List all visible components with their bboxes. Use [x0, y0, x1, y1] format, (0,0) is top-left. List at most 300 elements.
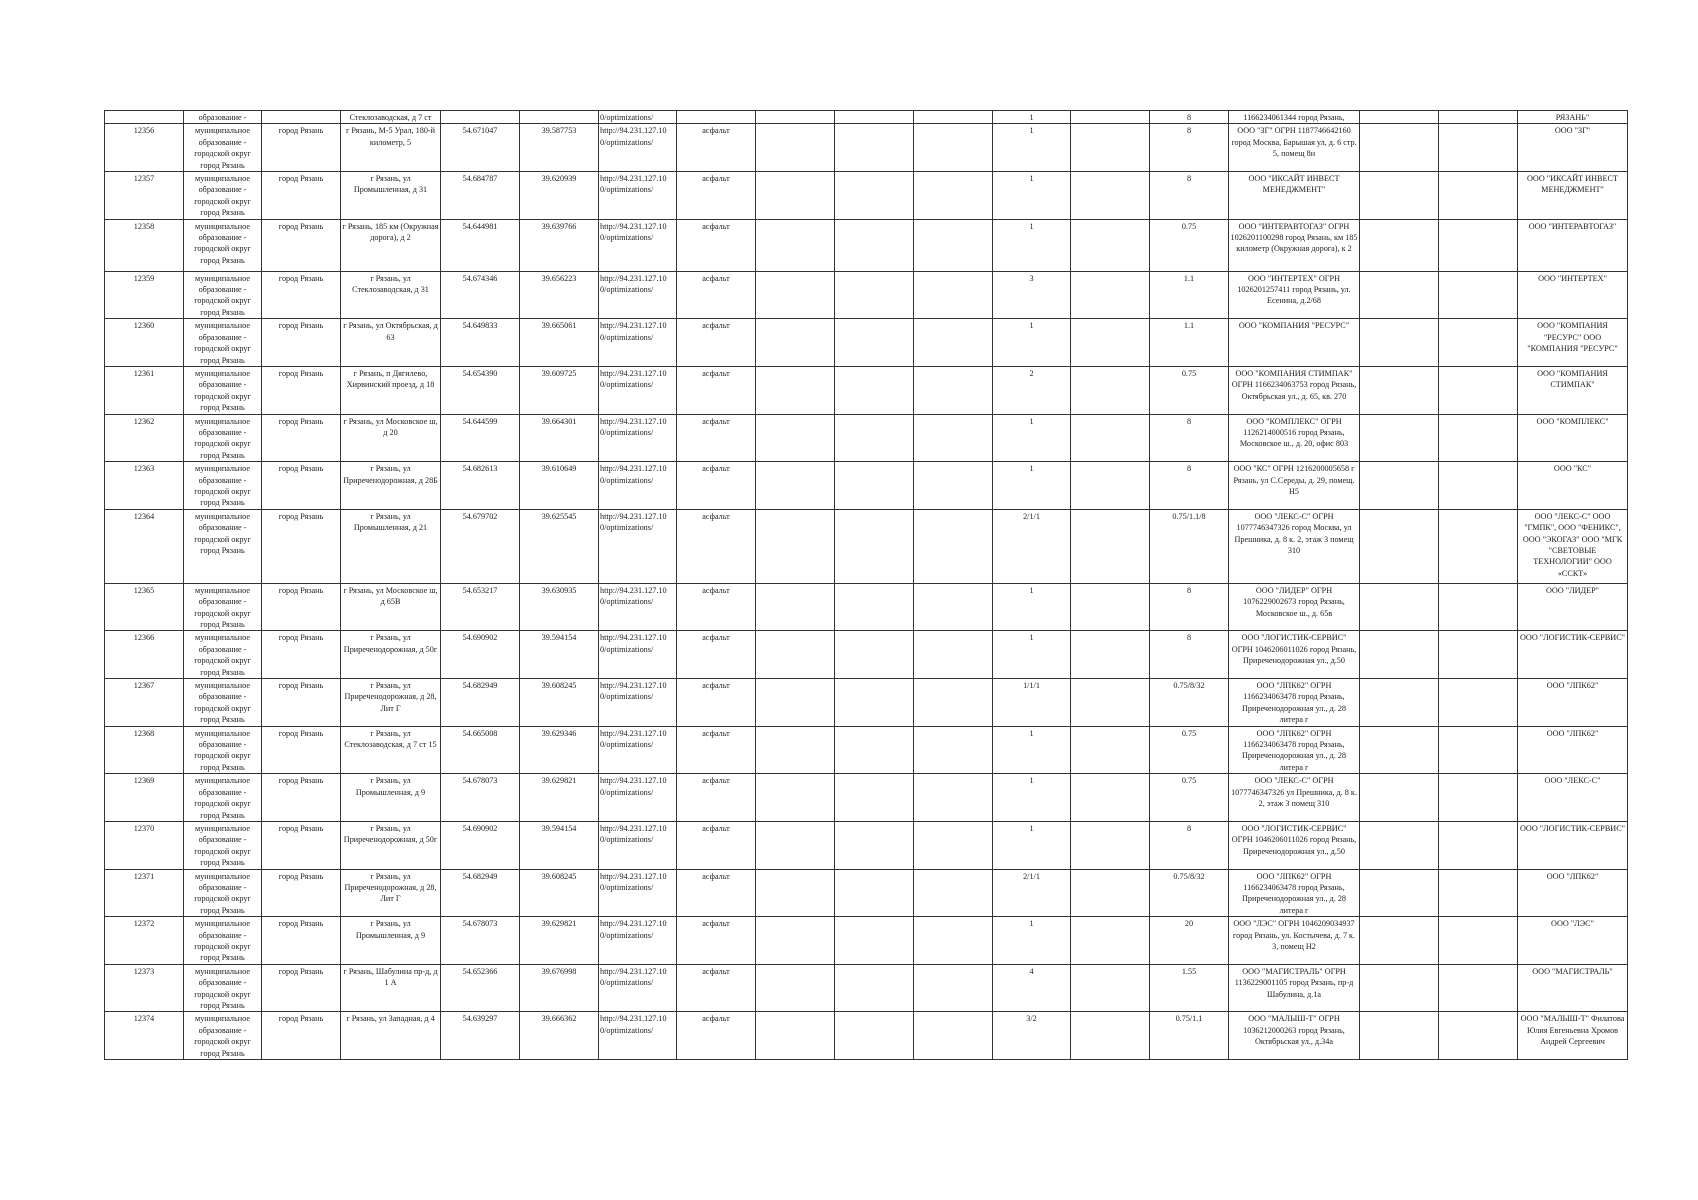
empty-cell: [756, 679, 835, 727]
empty-cell: [1360, 917, 1439, 965]
waste-producer-cell: ООО "МАЛЫШ-Т" Филатова Юлия Евгеньевна Хромов Андрей Сергеевич: [1518, 1012, 1628, 1060]
container-count-cell: 1: [993, 172, 1071, 220]
locality-cell: город Рязань: [262, 414, 341, 462]
locality-cell: город Рязань: [262, 821, 341, 869]
latitude-cell: 54.690902: [441, 631, 520, 679]
owner-info-cell: ООО "ЛПК62" ОГРН 1166234063478 город Рязань, Приреченодорожная ул., д. 28 литера г: [1229, 869, 1360, 917]
empty-cell: [756, 964, 835, 1012]
table-row: [105, 726, 1628, 774]
empty-cell: [1360, 631, 1439, 679]
empty-cell: [1439, 679, 1518, 727]
empty-cell: [835, 462, 914, 510]
empty-cell: [756, 124, 835, 172]
waste-producer-cell: ООО "ЛОГИСТИК-СЕРВИС": [1518, 821, 1628, 869]
url-cell: http://94.231.127.10 0/optimizations/: [599, 1012, 677, 1060]
empty-cell: [835, 319, 914, 367]
waste-producer-cell: ООО "ЛЕКС-С" ООО "ГМПК", ООО "ФЕНИКС", ООО "ЭКОГАЗ" ООО "МГК "СВЕТОВЫЕ ТЕХНОЛОГИИ" ООО «ССКТ»: [1518, 509, 1628, 583]
empty-cell: [835, 631, 914, 679]
longitude-cell: 39.665061: [520, 319, 599, 367]
empty-cell: [835, 679, 914, 727]
owner-info-cell: ООО "МАЛЫШ-Т" ОГРН 1036212000263 город Рязань, Октябрьская ул., д.34а: [1229, 1012, 1360, 1060]
waste-producer-cell: ООО "ИКСАЙТ ИНВЕСТ МЕНЕДЖМЕНТ": [1518, 172, 1628, 220]
owner-info-cell: ООО "КОМПАНИЯ СТИМПАК" ОГРН 1166234063753 город Рязань, Октябрьская ул., д. 65, кв. 270: [1229, 366, 1360, 414]
latitude-cell: 54.649833: [441, 319, 520, 367]
table-row: [105, 414, 1628, 462]
table-row: [105, 219, 1628, 271]
url-cell: http://94.231.127.10 0/optimizations/: [599, 774, 677, 822]
empty-cell: [835, 583, 914, 631]
url-cell: http://94.231.127.10 0/optimizations/: [599, 869, 677, 917]
row-number-cell: 12360: [105, 319, 184, 367]
container-volume-cell: 8: [1150, 124, 1229, 172]
latitude-cell: [441, 111, 520, 124]
table-row: [105, 172, 1628, 220]
empty-cell: [914, 631, 993, 679]
empty-cell: [1360, 679, 1439, 727]
address-cell: г Рязань, ул Приреченодорожная, д 28, Лит Г: [341, 869, 441, 917]
latitude-cell: 54.674346: [441, 271, 520, 319]
table-row: [105, 679, 1628, 727]
empty-cell: [1439, 631, 1518, 679]
empty-cell: [1071, 679, 1150, 727]
empty-cell: [1439, 583, 1518, 631]
empty-cell: [1071, 774, 1150, 822]
empty-cell: [1360, 1012, 1439, 1060]
row-number-cell: 12367: [105, 679, 184, 727]
container-count-cell: 2: [993, 366, 1071, 414]
empty-cell: [1360, 869, 1439, 917]
empty-cell: [1360, 271, 1439, 319]
container-count-cell: 2/1/1: [993, 869, 1071, 917]
municipality-cell: муниципальное образование - городской округ город Рязань: [184, 219, 262, 271]
container-volume-cell: 0.75: [1150, 219, 1229, 271]
empty-cell: [1071, 964, 1150, 1012]
latitude-cell: 54.652366: [441, 964, 520, 1012]
empty-cell: [1071, 1012, 1150, 1060]
row-number-cell: 12373: [105, 964, 184, 1012]
surface-cell: асфальт: [677, 172, 756, 220]
waste-producer-cell: ООО "КС": [1518, 462, 1628, 510]
register-rows: [105, 111, 1628, 1060]
surface-cell: асфальт: [677, 271, 756, 319]
latitude-cell: 54.679702: [441, 509, 520, 583]
locality-cell: город Рязань: [262, 509, 341, 583]
empty-cell: [756, 631, 835, 679]
municipality-cell: муниципальное образование - городской округ город Рязань: [184, 869, 262, 917]
municipality-cell: муниципальное образование - городской округ город Рязань: [184, 774, 262, 822]
empty-cell: [914, 1012, 993, 1060]
municipality-cell: муниципальное образование - городской округ город Рязань: [184, 917, 262, 965]
longitude-cell: 39.594154: [520, 821, 599, 869]
url-cell: http://94.231.127.10 0/optimizations/: [599, 219, 677, 271]
empty-cell: [1439, 917, 1518, 965]
empty-cell: [1439, 319, 1518, 367]
empty-cell: [1439, 869, 1518, 917]
empty-cell: [835, 271, 914, 319]
longitude-cell: 39.639766: [520, 219, 599, 271]
longitude-cell: 39.620939: [520, 172, 599, 220]
empty-cell: [1360, 726, 1439, 774]
address-cell: г Рязань, ул Октябрьская, д 63: [341, 319, 441, 367]
container-count-cell: 1: [993, 631, 1071, 679]
table-row: [105, 462, 1628, 510]
row-number-cell: 12365: [105, 583, 184, 631]
container-count-cell: 1: [993, 414, 1071, 462]
latitude-cell: 54.639297: [441, 1012, 520, 1060]
address-cell: г Рязань, ул Промышленная, д 9: [341, 774, 441, 822]
empty-cell: [1071, 509, 1150, 583]
empty-cell: [1439, 726, 1518, 774]
locality-cell: город Рязань: [262, 917, 341, 965]
container-count-cell: 1: [993, 124, 1071, 172]
owner-info-cell: ООО "ЛЕКС-С" ОГРН 1077746347326 город Москва, ул Прешника, д. 8 к. 2, этаж 3 помещ 310: [1229, 509, 1360, 583]
latitude-cell: 54.684787: [441, 172, 520, 220]
surface-cell: асфальт: [677, 821, 756, 869]
empty-cell: [914, 583, 993, 631]
url-cell: http://94.231.127.10 0/optimizations/: [599, 172, 677, 220]
locality-cell: [262, 111, 341, 124]
empty-cell: [756, 172, 835, 220]
container-count-cell: 1/1/1: [993, 679, 1071, 727]
waste-producer-cell: ООО "ЛПК62": [1518, 726, 1628, 774]
empty-cell: [1071, 271, 1150, 319]
empty-cell: [1360, 124, 1439, 172]
empty-cell: [1439, 414, 1518, 462]
owner-info-cell: ООО "ЛПК62" ОГРН 1166234063478 город Рязань, Приреченодорожная ул., д. 28 литера г: [1229, 726, 1360, 774]
empty-cell: [1439, 462, 1518, 510]
surface-cell: асфальт: [677, 1012, 756, 1060]
empty-cell: [1360, 172, 1439, 220]
longitude-cell: 39.587753: [520, 124, 599, 172]
container-count-cell: 4: [993, 964, 1071, 1012]
container-volume-cell: 1.55: [1150, 964, 1229, 1012]
table-row: [105, 917, 1628, 965]
empty-cell: [1071, 631, 1150, 679]
container-count-cell: 1: [993, 583, 1071, 631]
empty-cell: [1360, 509, 1439, 583]
locality-cell: город Рязань: [262, 726, 341, 774]
container-volume-cell: 8: [1150, 583, 1229, 631]
empty-cell: [835, 774, 914, 822]
empty-cell: [835, 917, 914, 965]
waste-producer-cell: ООО "ЛПК62": [1518, 679, 1628, 727]
empty-cell: [1439, 509, 1518, 583]
locality-cell: город Рязань: [262, 679, 341, 727]
container-volume-cell: 0.75: [1150, 774, 1229, 822]
locality-cell: город Рязань: [262, 219, 341, 271]
owner-info-cell: ООО "ИНТЕРАВТОГАЗ" ОГРН 1026201100298 город Рязань, км 185 километр (Окружная дорога), к 2: [1229, 219, 1360, 271]
surface-cell: асфальт: [677, 679, 756, 727]
table-row: [105, 271, 1628, 319]
empty-cell: [1439, 964, 1518, 1012]
longitude-cell: 39.608245: [520, 869, 599, 917]
empty-cell: [1071, 726, 1150, 774]
table-row: [105, 509, 1628, 583]
url-cell: http://94.231.127.10 0/optimizations/: [599, 271, 677, 319]
surface-cell: асфальт: [677, 869, 756, 917]
container-count-cell: 1: [993, 917, 1071, 965]
container-volume-cell: 0.75/8/32: [1150, 869, 1229, 917]
row-number-cell: 12359: [105, 271, 184, 319]
empty-cell: [914, 219, 993, 271]
empty-cell: [756, 111, 835, 124]
container-volume-cell: 20: [1150, 917, 1229, 965]
empty-cell: [835, 964, 914, 1012]
empty-cell: [1360, 774, 1439, 822]
locality-cell: город Рязань: [262, 124, 341, 172]
latitude-cell: 54.682949: [441, 679, 520, 727]
empty-cell: [1439, 774, 1518, 822]
locality-cell: город Рязань: [262, 774, 341, 822]
latitude-cell: 54.665008: [441, 726, 520, 774]
url-cell: http://94.231.127.10 0/optimizations/: [599, 509, 677, 583]
address-cell: г Рязань, ул Московское ш, д 65В: [341, 583, 441, 631]
municipality-cell: муниципальное образование - городской округ город Рязань: [184, 964, 262, 1012]
container-count-cell: 3: [993, 271, 1071, 319]
empty-cell: [1071, 414, 1150, 462]
row-number-cell: 12361: [105, 366, 184, 414]
address-cell: г Рязань, ул Приреченодорожная, д 28, Лит Г: [341, 679, 441, 727]
empty-cell: [1360, 111, 1439, 124]
latitude-cell: 54.644599: [441, 414, 520, 462]
empty-cell: [835, 414, 914, 462]
longitude-cell: 39.609725: [520, 366, 599, 414]
url-cell: http://94.231.127.10 0/optimizations/: [599, 319, 677, 367]
owner-info-cell: ООО "МАГИСТРАЛЬ" ОГРН 1136229001105 город Рязань, пр-д Шабулина, д.1а: [1229, 964, 1360, 1012]
empty-cell: [756, 462, 835, 510]
locality-cell: город Рязань: [262, 319, 341, 367]
latitude-cell: 54.682613: [441, 462, 520, 510]
empty-cell: [914, 964, 993, 1012]
surface-cell: асфальт: [677, 462, 756, 510]
waste-producer-cell: ООО "ЗГ": [1518, 124, 1628, 172]
longitude-cell: 39.608245: [520, 679, 599, 727]
address-cell: г Рязань, ул Промышленная, д 9: [341, 917, 441, 965]
register-table: [104, 110, 1628, 1060]
table-row: [105, 774, 1628, 822]
latitude-cell: 54.678073: [441, 917, 520, 965]
locality-cell: город Рязань: [262, 631, 341, 679]
empty-cell: [914, 319, 993, 367]
longitude-cell: 39.629821: [520, 917, 599, 965]
address-cell: г Рязань, ул Приреченодорожная, д 50г: [341, 821, 441, 869]
waste-producer-cell: РЯЗАНЬ": [1518, 111, 1628, 124]
owner-info-cell: ООО "КОМПЛЕКС" ОГРН 1126214000516 город Рязань, Московское ш., д. 20, офис 803: [1229, 414, 1360, 462]
longitude-cell: 39.610649: [520, 462, 599, 510]
surface-cell: асфальт: [677, 631, 756, 679]
waste-producer-cell: ООО "КОМПАНИЯ СТИМПАК": [1518, 366, 1628, 414]
row-number-cell: 12366: [105, 631, 184, 679]
empty-cell: [835, 111, 914, 124]
row-number-cell: 12362: [105, 414, 184, 462]
empty-cell: [1360, 821, 1439, 869]
locality-cell: город Рязань: [262, 583, 341, 631]
container-count-cell: 1: [993, 821, 1071, 869]
empty-cell: [1439, 1012, 1518, 1060]
address-cell: г Рязань, ул Стеклозаводская, д 31: [341, 271, 441, 319]
address-cell: г Рязань, ул Западная, д 4: [341, 1012, 441, 1060]
container-volume-cell: 8: [1150, 462, 1229, 510]
row-number-cell: [105, 111, 184, 124]
container-volume-cell: 8: [1150, 414, 1229, 462]
empty-cell: [914, 366, 993, 414]
empty-cell: [835, 726, 914, 774]
owner-info-cell: ООО "ЛЭС" ОГРН 1046209034937 город Рязань, ул. Костычева, д. 7 к. 3, помещ Н2: [1229, 917, 1360, 965]
empty-cell: [1071, 462, 1150, 510]
municipality-cell: муниципальное образование - городской округ город Рязань: [184, 821, 262, 869]
owner-info-cell: ООО "ЗГ" ОГРН 1187746642160 город Москва, Барышая ул, д. 6 стр. 5, помещ 8н: [1229, 124, 1360, 172]
url-cell: http://94.231.127.10 0/optimizations/: [599, 917, 677, 965]
empty-cell: [1071, 124, 1150, 172]
row-number-cell: 12357: [105, 172, 184, 220]
table-row: [105, 1012, 1628, 1060]
container-count-cell: 1: [993, 462, 1071, 510]
empty-cell: [914, 821, 993, 869]
waste-producer-cell: ООО "КОМПАНИЯ "РЕСУРС" ООО "КОМПАНИЯ "РЕСУРС": [1518, 319, 1628, 367]
owner-info-cell: ООО "ЛОГИСТИК-СЕРВИС" ОГРН 1046206011026 город Рязань, Приреченодорожная ул., д.50: [1229, 631, 1360, 679]
surface-cell: асфальт: [677, 917, 756, 965]
surface-cell: асфальт: [677, 319, 756, 367]
table-row: [105, 869, 1628, 917]
surface-cell: асфальт: [677, 219, 756, 271]
surface-cell: асфальт: [677, 726, 756, 774]
row-number-cell: 12358: [105, 219, 184, 271]
longitude-cell: 39.664301: [520, 414, 599, 462]
empty-cell: [1360, 319, 1439, 367]
row-number-cell: 12363: [105, 462, 184, 510]
row-number-cell: 12369: [105, 774, 184, 822]
waste-producer-cell: ООО "МАГИСТРАЛЬ": [1518, 964, 1628, 1012]
empty-cell: [914, 869, 993, 917]
container-count-cell: 1: [993, 111, 1071, 124]
empty-cell: [756, 271, 835, 319]
waste-producer-cell: ООО "ЛПК62": [1518, 869, 1628, 917]
empty-cell: [914, 271, 993, 319]
url-cell: http://94.231.127.10 0/optimizations/: [599, 462, 677, 510]
surface-cell: [677, 111, 756, 124]
waste-producer-cell: ООО "ЛЭС": [1518, 917, 1628, 965]
owner-info-cell: ООО "КС" ОГРН 1216200005658 г Рязань, ул С.Середы, д. 29, помещ. Н5: [1229, 462, 1360, 510]
container-volume-cell: 8: [1150, 821, 1229, 869]
container-count-cell: 1: [993, 219, 1071, 271]
url-cell: http://94.231.127.10 0/optimizations/: [599, 124, 677, 172]
longitude-cell: 39.676998: [520, 964, 599, 1012]
longitude-cell: 39.656223: [520, 271, 599, 319]
table-row: [105, 366, 1628, 414]
empty-cell: [1071, 583, 1150, 631]
surface-cell: асфальт: [677, 583, 756, 631]
empty-cell: [835, 869, 914, 917]
url-cell: http://94.231.127.10 0/optimizations/: [599, 583, 677, 631]
url-cell: http://94.231.127.10 0/optimizations/: [599, 631, 677, 679]
empty-cell: [756, 726, 835, 774]
municipality-cell: муниципальное образование - городской округ город Рязань: [184, 583, 262, 631]
container-volume-cell: 8: [1150, 172, 1229, 220]
empty-cell: [835, 509, 914, 583]
latitude-cell: 54.678073: [441, 774, 520, 822]
row-number-cell: 12374: [105, 1012, 184, 1060]
url-cell: http://94.231.127.10 0/optimizations/: [599, 414, 677, 462]
empty-cell: [914, 462, 993, 510]
locality-cell: город Рязань: [262, 462, 341, 510]
municipality-cell: муниципальное образование - городской округ город Рязань: [184, 319, 262, 367]
container-volume-cell: 1.1: [1150, 319, 1229, 367]
latitude-cell: 54.682949: [441, 869, 520, 917]
container-volume-cell: 0.75: [1150, 366, 1229, 414]
empty-cell: [914, 111, 993, 124]
waste-producer-cell: ООО "ЛЕКС-С": [1518, 774, 1628, 822]
municipality-cell: муниципальное образование - городской округ город Рязань: [184, 271, 262, 319]
owner-info-cell: ООО "ИНТЕРТЕХ" ОГРН 1026201257411 город Рязань, ул. Есенина, д.2/68: [1229, 271, 1360, 319]
surface-cell: асфальт: [677, 774, 756, 822]
address-cell: г Рязань, п Дягилево, Хирвинский проезд, д 18: [341, 366, 441, 414]
empty-cell: [1439, 271, 1518, 319]
register-sheet: [104, 110, 1628, 1060]
url-cell: http://94.231.127.10 0/optimizations/: [599, 726, 677, 774]
empty-cell: [914, 414, 993, 462]
empty-cell: [756, 774, 835, 822]
address-cell: г Рязань, ул Стеклозаводская, д 7 ст 15: [341, 726, 441, 774]
empty-cell: [1360, 414, 1439, 462]
address-cell: г Рязань, ул Промышленная, д 21: [341, 509, 441, 583]
empty-cell: [1071, 111, 1150, 124]
longitude-cell: [520, 111, 599, 124]
container-volume-cell: 0.75/1.1/8: [1150, 509, 1229, 583]
table-row: [105, 111, 1628, 124]
empty-cell: [1071, 219, 1150, 271]
municipality-cell: муниципальное образование - городской округ город Рязань: [184, 726, 262, 774]
empty-cell: [914, 917, 993, 965]
container-volume-cell: 0.75/1.1: [1150, 1012, 1229, 1060]
municipality-cell: муниципальное образование - городской округ город Рязань: [184, 124, 262, 172]
empty-cell: [756, 821, 835, 869]
locality-cell: город Рязань: [262, 366, 341, 414]
container-count-cell: 1: [993, 726, 1071, 774]
empty-cell: [756, 1012, 835, 1060]
container-count-cell: 3/2: [993, 1012, 1071, 1060]
owner-info-cell: ООО "ЛОГИСТИК-СЕРВИС" ОГРН 1046206011026 город Рязань, Приреченодорожная ул., д.50: [1229, 821, 1360, 869]
municipality-cell: муниципальное образование - городской округ город Рязань: [184, 366, 262, 414]
address-cell: г Рязань, ул Московское ш, д 20: [341, 414, 441, 462]
owner-info-cell: ООО "ЛЕКС-С" ОГРН 1077746347326 ул Прешника, д. 8 к. 2, этаж 3 помещ 310: [1229, 774, 1360, 822]
address-cell: г Рязань, 185 км (Окружная дорога), д 2: [341, 219, 441, 271]
container-volume-cell: 8: [1150, 111, 1229, 124]
empty-cell: [1360, 462, 1439, 510]
empty-cell: [1439, 124, 1518, 172]
empty-cell: [835, 172, 914, 220]
url-cell: http://94.231.127.10 0/optimizations/: [599, 821, 677, 869]
latitude-cell: 54.671047: [441, 124, 520, 172]
empty-cell: [756, 366, 835, 414]
empty-cell: [756, 414, 835, 462]
municipality-cell: муниципальное образование - городской округ город Рязань: [184, 631, 262, 679]
empty-cell: [756, 319, 835, 367]
locality-cell: город Рязань: [262, 271, 341, 319]
longitude-cell: 39.629821: [520, 774, 599, 822]
empty-cell: [756, 583, 835, 631]
container-volume-cell: 8: [1150, 631, 1229, 679]
empty-cell: [835, 1012, 914, 1060]
surface-cell: асфальт: [677, 414, 756, 462]
longitude-cell: 39.625545: [520, 509, 599, 583]
latitude-cell: 54.653217: [441, 583, 520, 631]
municipality-cell: муниципальное образование - городской округ город Рязань: [184, 1012, 262, 1060]
empty-cell: [1071, 869, 1150, 917]
empty-cell: [914, 124, 993, 172]
empty-cell: [1360, 219, 1439, 271]
municipality-cell: образование -: [184, 111, 262, 124]
empty-cell: [1071, 172, 1150, 220]
